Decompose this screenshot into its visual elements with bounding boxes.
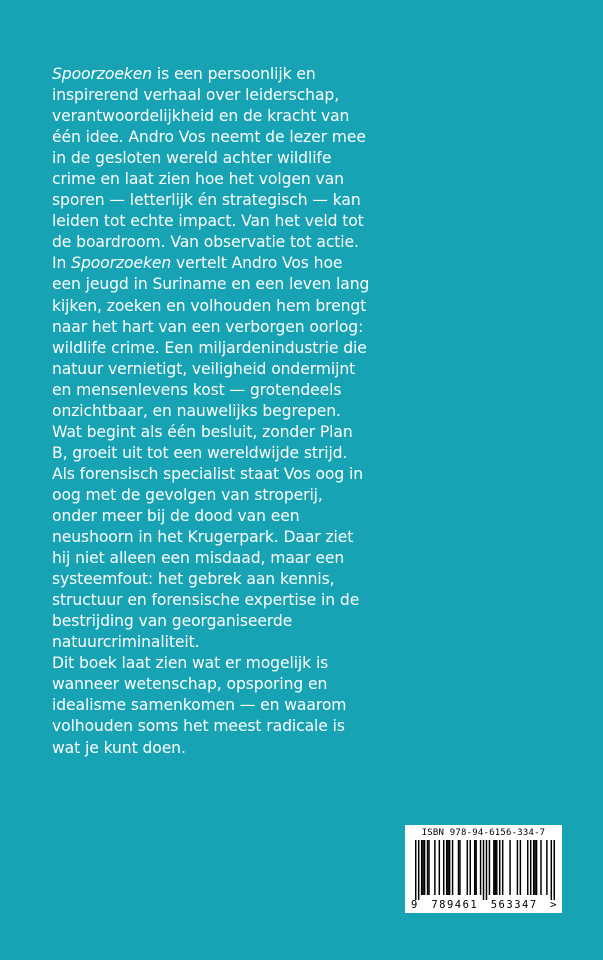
barcode-bar — [495, 840, 496, 895]
barcode-bar — [530, 840, 531, 895]
barcode-bar — [493, 840, 494, 895]
barcode-bar — [554, 840, 555, 900]
barcode-bar — [475, 840, 476, 895]
barcode-bar — [452, 840, 453, 895]
barcode-bar — [459, 840, 460, 895]
barcode-bar — [489, 840, 490, 895]
barcode-bar — [536, 840, 537, 895]
barcode-bar — [422, 840, 423, 895]
blurb-paragraph-4: Dit boek laat zien wat er mogelijk is wanneer wetenschap, opsporing en idealisme samenkomen — en waarom volhouden soms het meest radicale is wat je kunt doen. — [52, 654, 347, 757]
barcode-bar — [480, 840, 481, 895]
barcode-bar — [427, 840, 428, 895]
barcode-bar — [520, 840, 521, 895]
isbn-label: ISBN 978-94-6156-334-7 — [421, 828, 546, 838]
barcode-bar — [540, 840, 541, 895]
back-cover-blurb — [52, 64, 372, 759]
barcode-bar — [533, 840, 534, 895]
barcode-bar — [434, 840, 435, 895]
blurb-paragraph-1: Spoorzoeken is een persoonlijk en inspirerend verhaal over leiderschap, verantwoordelijkheid en de kracht van één idee. Andro Vos neemt de lezer mee in de gesloten wereld achter wildlife crime en laat zien hoe het volgen van sporen — letterlijk én strategisch — kan leiden tot echte impact. Van het veld tot de boardroom. Van observatie tot actie. — [52, 65, 366, 252]
barcode-bar — [546, 840, 547, 895]
barcode-digits: 9 789461 563347 > — [411, 899, 558, 911]
barcode-bar — [527, 840, 528, 895]
barcode-bar — [509, 840, 510, 895]
barcode-bar — [424, 840, 425, 895]
barcode-bar — [458, 840, 459, 895]
isbn-barcode — [405, 825, 562, 913]
barcode-bar — [551, 840, 552, 900]
barcode-bar — [499, 840, 500, 895]
barcode-bar — [446, 840, 447, 895]
barcode-bar — [443, 840, 444, 895]
barcode-bars — [415, 840, 555, 900]
barcode-bar — [534, 840, 535, 895]
barcode-bar — [449, 840, 450, 895]
barcode-bar — [428, 840, 429, 895]
barcode-bar — [483, 840, 484, 900]
barcode-bar — [486, 840, 487, 900]
barcode-bar — [470, 840, 471, 895]
barcode-bar — [474, 840, 475, 895]
barcode-bar — [502, 840, 503, 895]
book-title-italic: Spoorzoeken — [52, 65, 153, 83]
barcode-bar — [517, 840, 518, 895]
barcode-bar — [496, 840, 497, 895]
barcode-bar — [439, 840, 440, 895]
barcode-bar — [415, 840, 416, 900]
barcode-bar — [467, 840, 468, 895]
blurb-paragraph-2: In Spoorzoeken vertelt Andro Vos hoe een jeugd in Suriname en een leven lang kijken, zoeken en volhouden hem brengt naar het hart van een verborgen oorlog: wildlife crime. Een miljardenindustrie die natuur vernietigt, veiligheid ondermijnt en mensenlevens kost — grotendeels onzichtbaar, en nauwelijks begrepen. — [52, 254, 370, 420]
barcode-bar — [418, 840, 419, 900]
blurb-paragraph-3: Wat begint als één besluit, zonder Plan B, groeit uit tot een wereldwijde strijd. Als forensisch specialist staat Vos oog in oog met de gevolgen van stroperij, onder meer bij de dood van een neushoorn in het Krugerpark. Daar ziet hij niet alleen een misdaad, maar een systeemfout: het gebrek aan kennis, structuur en forensische expertise in de bestrijding van georganiseerde natuurcriminaliteit. — [52, 422, 364, 652]
barcode-bar — [421, 840, 422, 895]
book-title-italic: Spoorzoeken — [71, 254, 172, 273]
barcode-bar — [447, 840, 448, 895]
